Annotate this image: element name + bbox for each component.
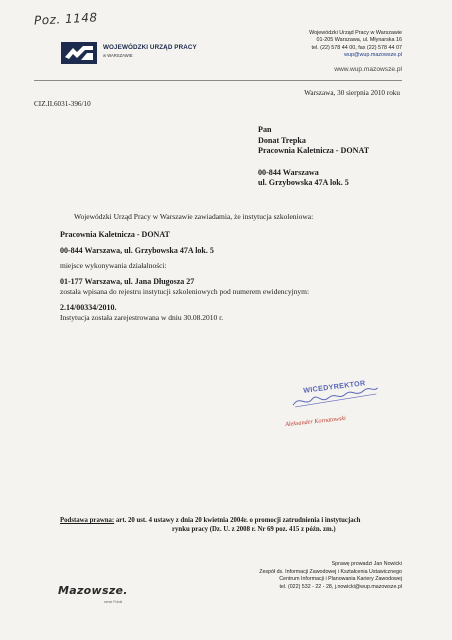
- recipient-title: Pan: [258, 125, 272, 134]
- office-street: 01-205 Warszawa, ul. Młynarska 16: [316, 37, 402, 44]
- footer-center: Centrum Informacji i Planowania Kariery Zawodowej: [279, 576, 402, 583]
- office-address: [309, 30, 402, 59]
- handwritten-reference: Poz. 1148: [33, 10, 98, 28]
- wup-logo-icon: [61, 42, 97, 64]
- office-email: wup@wup.mazowsze.pl: [344, 51, 402, 58]
- legal-text-line2: rynku pracy (Dz. U. z 2008 r. Nr 69 poz. 415 z późn. zm.): [172, 526, 336, 533]
- letter-date: Warszawa, 30 sierpnia 2010 roku: [304, 89, 400, 97]
- footer-phone: tel. (022) 532 - 22 - 28, j.nowicki@wup.mazowsze.pl: [279, 583, 402, 590]
- header-divider: [34, 80, 402, 81]
- activity-address: 01-177 Warszawa, ul. Jana Długosza 27: [60, 276, 195, 286]
- mazowsze-logo: Mazowsze.: [58, 584, 128, 597]
- mazowsze-logo-subtitle: serce Polski: [104, 600, 123, 604]
- body-intro: Wojewódzki Urząd Pracy w Warszawie zawiadamia, że instytucja szkoleniowa:: [74, 212, 314, 221]
- stamp-title: WICEDYREKTOR: [302, 378, 366, 395]
- recipient-name: Donat Trepka: [258, 135, 306, 145]
- legal-basis: [60, 516, 410, 534]
- registry-number: 2.14/00334/2010.: [60, 302, 117, 312]
- activity-label: miejsce wykonywania działalności:: [60, 261, 167, 271]
- body-content: [60, 230, 400, 324]
- footer-contact: [259, 561, 402, 591]
- logo-subtitle: w WARSZAWIE: [103, 53, 133, 58]
- recipient-street: ul. Grzybowska 47A lok. 5: [258, 178, 349, 187]
- logo-name: WOJEWÓDZKI URZĄD PRACY: [103, 44, 197, 51]
- office-website: www.wup.mazowsze.pl: [334, 66, 402, 73]
- recipient-city: 00-844 Warszawa: [258, 167, 319, 177]
- footer-handler: Sprawę prowadzi Jan Nowicki: [331, 561, 402, 567]
- registered-date: Instytucja została zarejestrowana w dniu 30.08.2010 r.: [60, 313, 224, 323]
- footer-team: Zespół ds. Informacji Zawodowej i Kształcenia Ustawicznego: [259, 568, 402, 575]
- institution-name: Pracownia Kaletnicza - DONAT: [60, 230, 170, 239]
- recipient-block: [258, 125, 369, 189]
- institution-address: 00-844 Warszawa, ul. Grzybowska 47A lok. 5: [60, 245, 214, 255]
- official-stamp: [289, 377, 381, 412]
- legal-label: Podstawa prawna:: [60, 517, 115, 524]
- registry-text: została wpisana do rejestru instytucji szkoleniowych pod numerem ewidencyjnym:: [60, 287, 310, 297]
- office-phone: tel. (22) 578 44 00, fax (22) 578 44 07: [311, 44, 402, 51]
- signatory-name: Aleksander Kornatowski: [284, 414, 347, 429]
- case-reference: CIZ.II.6031-396/10: [34, 100, 91, 108]
- recipient-company: Pracownia Kaletnicza - DONAT: [258, 146, 370, 155]
- office-name: Wojewódzki Urząd Pracy w Warszawie: [309, 30, 402, 36]
- legal-text-line1: art. 20 ust. 4 ustawy z dnia 20 kwietnia 2004r. o promocji zatrudnienia i instytucjach: [115, 517, 361, 524]
